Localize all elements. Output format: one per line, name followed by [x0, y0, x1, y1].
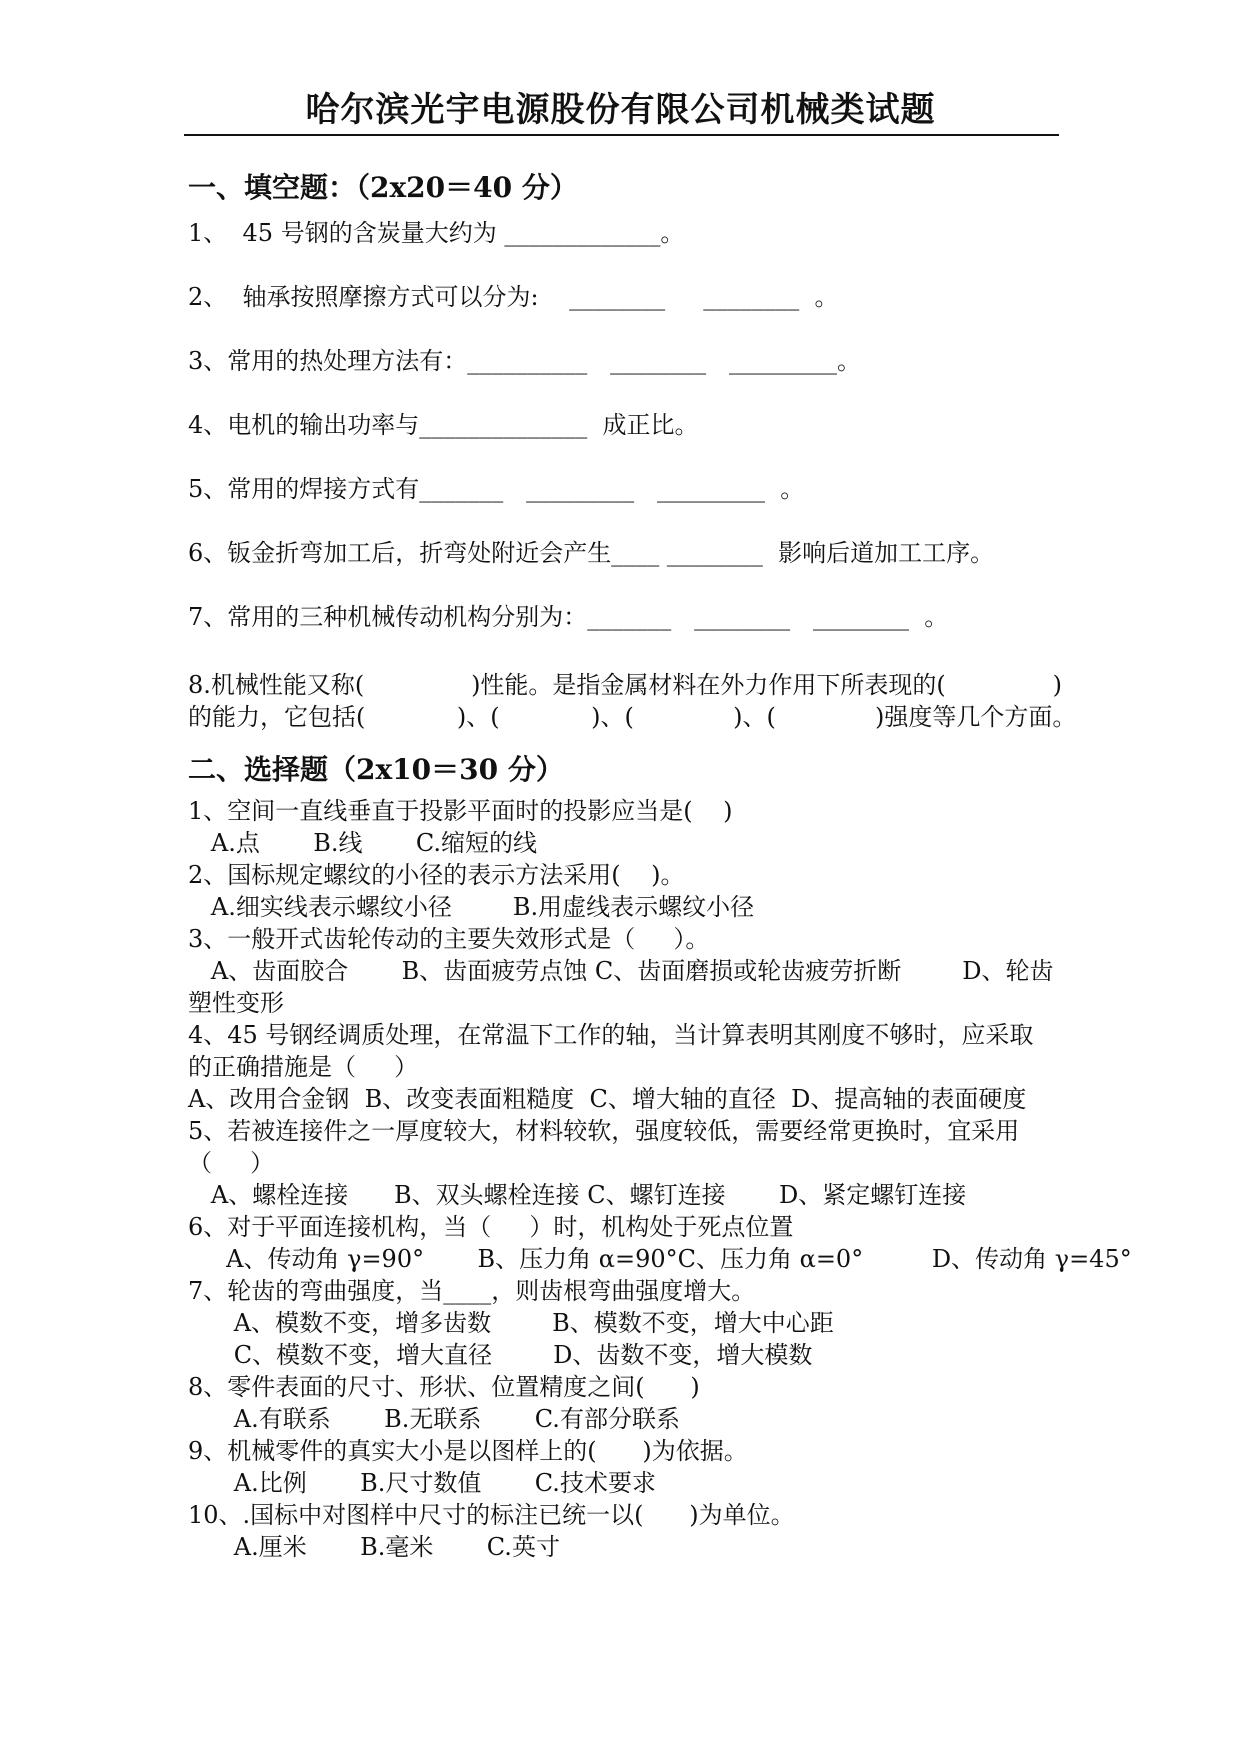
section-fill-blank-heading: 一、填空题：（2x20＝40 分） — [188, 171, 578, 204]
choice-line: 4、45 号钢经调质处理，在常温下工作的轴，当计算表明其刚度不够时，应采取 — [188, 1021, 1034, 1049]
choice-line: 1、空间一直线垂直于投影平面时的投影应当是( ) — [188, 797, 733, 825]
fill-blank-question-3: 3、常用的热处理方法有：__________ ________ _________。 — [188, 347, 862, 375]
fill-blank-question-8-line-1: 8.机械性能又称( )性能。是指金属材料在外力作用下所表现的( ) — [188, 671, 1062, 699]
fill-blank-question-8-line-2: 的能力，它包括( )、( )、( )、( )强度等几个方面。 — [188, 703, 1077, 731]
fill-blank-question-1: 1、 45 号钢的含炭量大约为 _____________。 — [188, 219, 685, 247]
choice-line: C、模数不变，增大直径 D、齿数不变，增大模数 — [188, 1341, 813, 1369]
fill-blank-question-4: 4、电机的输出功率与______________ 成正比。 — [188, 411, 699, 439]
choice-line: A、改用合金钢 B、改变表面粗糙度 C、增大轴的直径 D、提高轴的表面硬度 — [188, 1085, 1027, 1113]
choice-line: （ ） — [188, 1149, 275, 1177]
choice-line: 2、国标规定螺纹的小径的表示方法采用( )。 — [188, 861, 685, 889]
choice-line: 的正确措施是（ ） — [188, 1053, 419, 1081]
choice-line: 9、机械零件的真实大小是以图样上的( )为依据。 — [188, 1437, 748, 1465]
choice-line: A、传动角 γ=90° B、压力角 α=90°C、压力角 α=0° D、传动角 γ=45° — [188, 1245, 1132, 1273]
fill-blank-question-5: 5、常用的焊接方式有_______ _________ _________ 。 — [188, 475, 805, 503]
choice-line: 7、轮齿的弯曲强度，当____，则齿根弯曲强度增大。 — [188, 1277, 756, 1305]
choice-line: 10、.国标中对图样中尺寸的标注已统一以( )为单位。 — [188, 1501, 795, 1529]
choice-line: A、齿面胶合 B、齿面疲劳点蚀 C、齿面磨损或轮齿疲劳折断 D、轮齿 — [188, 957, 1054, 985]
choice-line: A.有联系 B.无联系 C.有部分联系 — [188, 1405, 680, 1433]
title-underline — [184, 134, 1059, 136]
choice-line: A、模数不变，增多齿数 B、模数不变，增大中心距 — [188, 1309, 834, 1337]
fill-blank-question-6: 6、钣金折弯加工后，折弯处附近会产生____ ________ 影响后道加工工序。 — [188, 539, 995, 567]
choice-line: 6、对于平面连接机构，当（ ）时，机构处于死点位置 — [188, 1213, 794, 1241]
choice-line: 8、零件表面的尺寸、形状、位置精度之间( ) — [188, 1373, 700, 1401]
choice-line: 5、若被连接件之一厚度较大，材料较软，强度较低，需要经常更换时，宜采用 — [188, 1117, 1020, 1145]
fill-blank-question-7: 7、常用的三种机械传动机构分别为：_______ ________ ________ 。 — [188, 603, 949, 631]
choice-line: A.比例 B.尺寸数值 C.技术要求 — [188, 1469, 656, 1497]
choice-line: A.点 B.线 C.缩短的线 — [188, 829, 538, 857]
choice-line: 3、一般开式齿轮传动的主要失效形式是（ ）。 — [188, 925, 710, 953]
choice-line: A.细实线表示螺纹小径 B.用虚线表示螺纹小径 — [188, 893, 755, 921]
exam-title: 哈尔滨光宇电源股份有限公司机械类试题 — [305, 90, 936, 130]
section-choice-heading: 二、选择题（2x10＝30 分） — [188, 753, 564, 786]
choice-line: 塑性变形 — [188, 989, 284, 1017]
choice-line: A、螺栓连接 B、双头螺栓连接 C、螺钉连接 D、紧定螺钉连接 — [188, 1181, 967, 1209]
fill-blank-question-2: 2、 轴承按照摩擦方式可以分为: ________ ________ 。 — [188, 283, 839, 311]
choice-line: A.厘米 B.毫米 C.英寸 — [188, 1533, 560, 1561]
